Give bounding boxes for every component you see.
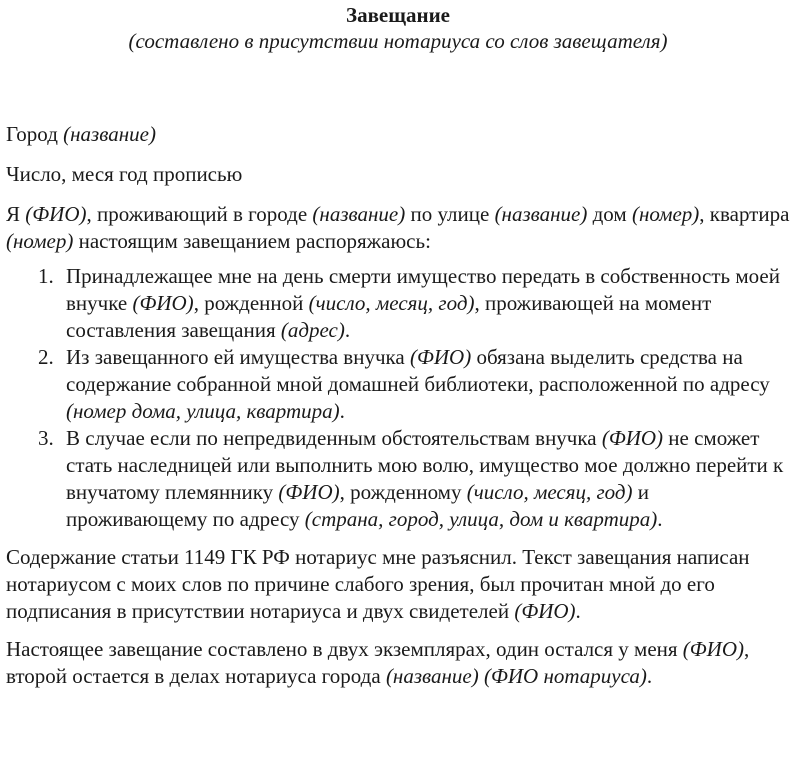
intro-placeholder: (ФИО) [25, 202, 87, 226]
item-placeholder: (ФИО) [132, 291, 194, 315]
item-placeholder: (страна, город, улица, дом и квартира) [304, 507, 658, 531]
intro-text: Я [6, 202, 21, 226]
intro-text: по улице [410, 202, 490, 226]
city-placeholder: (название) [63, 122, 156, 146]
copies-text: Настоящее завещание составлено в двух экземплярах, один остался у меня [6, 637, 678, 661]
intro-text: настоящим завещанием распоряжаюсь: [78, 229, 431, 253]
list-item-number: 2. [38, 345, 54, 369]
intro-placeholder: (название) [494, 202, 588, 226]
document-page [0, 2, 800, 766]
item-text: не сможет стать наследницей или выполнить мою волю, имущество мое должно перейти к внучатому племяннику [66, 426, 784, 504]
date-line: Число, меся год прописью [6, 162, 243, 186]
copies-text: . [646, 664, 653, 688]
document-subtitle: (составлено в присутствии нотариуса со слов завещателя) [128, 29, 668, 53]
copies-text: , второй остается в делах нотариуса города [6, 637, 750, 688]
intro-placeholder: (номер) [6, 229, 74, 253]
item-text: , рожденной [193, 291, 304, 315]
list-item [6, 344, 790, 425]
item-text: В случае если по непредвиденным обстоятельствам внучка [66, 426, 597, 450]
intro-text: дом [592, 202, 627, 226]
item-placeholder: (число, месяц, год) [466, 480, 633, 504]
list-item-number: 3. [38, 426, 54, 450]
item-text: Принадлежащее мне на день смерти имущество передать в собственность моей внучке [66, 264, 780, 315]
intro-placeholder: (название) [312, 202, 406, 226]
item-text: обязана выделить средства на содержание собранной мной домашней библиотеки, расположенной по адресу [66, 345, 770, 396]
item-placeholder: (ФИО) [601, 426, 664, 450]
copies-placeholder: (ФИО) [682, 637, 745, 661]
list-item [6, 425, 790, 533]
item-text: . [657, 507, 663, 531]
intro-paragraph [6, 201, 790, 255]
list-item-number: 1. [38, 264, 54, 288]
item-text: , проживающей на момент составления завещания [66, 291, 712, 342]
intro-text: , проживающий в городе [86, 202, 308, 226]
item-placeholder: (число, месяц, год) [308, 291, 475, 315]
intro-text: , квартира [699, 202, 790, 226]
item-placeholder: (номер дома, улица, квартира) [66, 399, 340, 423]
copies-placeholder: (ФИО нотариуса) [484, 664, 647, 688]
item-text: и проживающему по адресу [66, 480, 650, 531]
item-text: Из завещанного ей имущества внучка [66, 345, 405, 369]
item-text: . [339, 399, 345, 423]
city-line [6, 121, 790, 148]
item-text: . [344, 318, 351, 342]
intro-placeholder: (номер) [631, 202, 700, 226]
article-paragraph [6, 544, 790, 625]
city-label: Город [6, 122, 58, 146]
bequest-list [6, 263, 790, 533]
copies-paragraph [6, 636, 790, 690]
item-placeholder: (ФИО) [409, 345, 472, 369]
list-item [6, 263, 790, 344]
article-text: . [575, 599, 581, 623]
article-placeholder: (ФИО) [514, 599, 576, 623]
document-title: Завещание [346, 3, 450, 27]
article-text: Содержание статьи 1149 ГК РФ нотариус мне разъяснил. Текст завещания написан нотариусом с моих слов по причине слабого зрения, был прочитан мной до его подписания в присутствии нотариуса и двух свидетелей [6, 545, 750, 623]
item-placeholder: (адрес) [280, 318, 345, 342]
copies-placeholder: (название) [385, 664, 479, 688]
item-placeholder: (ФИО) [278, 480, 340, 504]
item-text: , рожденному [339, 480, 462, 504]
